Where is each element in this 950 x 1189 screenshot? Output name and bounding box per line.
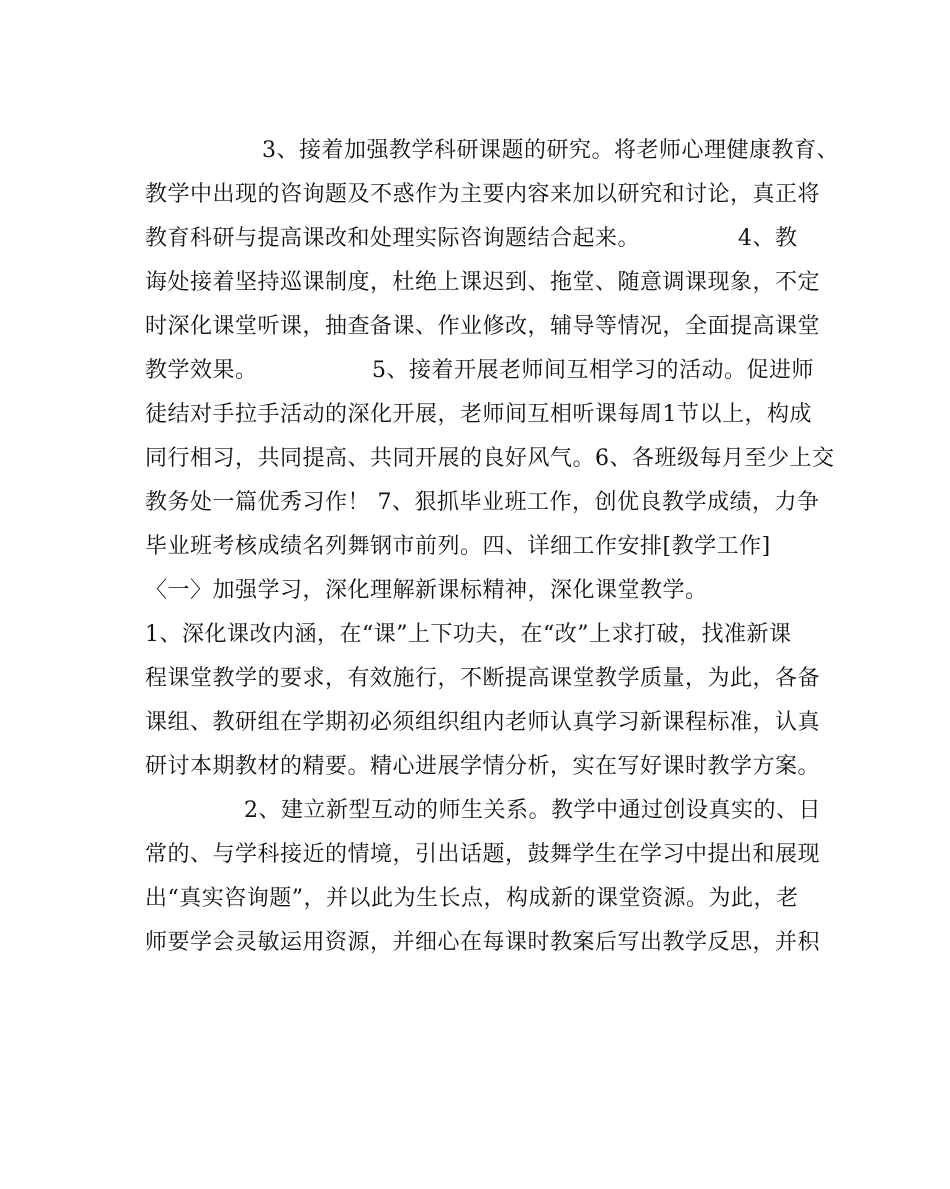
text-line: 教学中出现的咨询题及不惑作为主要内容来加以研究和讨论，真正将 xyxy=(145,182,821,207)
text-line: 课组、教研组在学期初必须组织组内老师认真学习新课程标准，认真 xyxy=(145,710,821,735)
text-line: 4、教 xyxy=(738,226,798,251)
text-line: 研讨本期教材的精要。精心进展学情分析，实在写好课时教学方案。 xyxy=(145,754,821,779)
text-line: 时深化课堂听课，抽查备课、作业修改，辅导等情况，全面提高课堂 xyxy=(145,314,821,339)
text-line: 常的、与学科接近的情境，引出话题，鼓舞学生在学习中提出和展现 xyxy=(145,842,821,867)
text-line: 2、建立新型互动的师生关系。教学中通过创设真实的、日 xyxy=(244,798,821,823)
text-line: 5、接着开展老师间互相学习的活动。促进师 xyxy=(372,358,814,383)
text-line: 3、接着加强教学科研课题的研究。将老师心理健康教育、 xyxy=(262,138,839,163)
text-line: 师要学会灵敏运用资源，并细心在每课时教案后写出教学反思，并积 xyxy=(145,930,821,955)
text-line: 教育科研与提高课改和处理实际咨询题结合起来。 xyxy=(145,226,641,251)
text-line: 诲处接着坚持巡课制度，杜绝上课迟到、拖堂、随意调课现象，不定 xyxy=(145,270,821,295)
text-line: 出“真实咨询题”，并以此为生长点，构成新的课堂资源。为此，老 xyxy=(145,886,799,911)
text-line: 毕业班考核成绩名列舞钢市前列。四、详细工作安排[教学工作] xyxy=(145,534,771,559)
text-line: 教务处一篇优秀习作！ 7、狠抓毕业班工作，创优良教学成绩，力争 xyxy=(145,490,820,515)
section-heading: 〈一〉加强学习，深化理解新课标精神，深化课堂教学。 xyxy=(145,578,708,603)
text-line: 徒结对手拉手活动的深化开展，老师间互相听课每周1节以上，构成 xyxy=(145,402,812,427)
text-line: 教学效果。 xyxy=(145,358,258,383)
text-line: 同行相习，共同提高、共同开展的良好风气。6、各班级每月至少上交 xyxy=(145,446,835,471)
text-line: 程课堂教学的要求，有效施行，不断提高课堂教学质量，为此，各备 xyxy=(145,666,821,691)
text-line: 1、深化课改内涵，在“课”上下功夫，在“改”上求打破，找准新课 xyxy=(145,622,792,647)
